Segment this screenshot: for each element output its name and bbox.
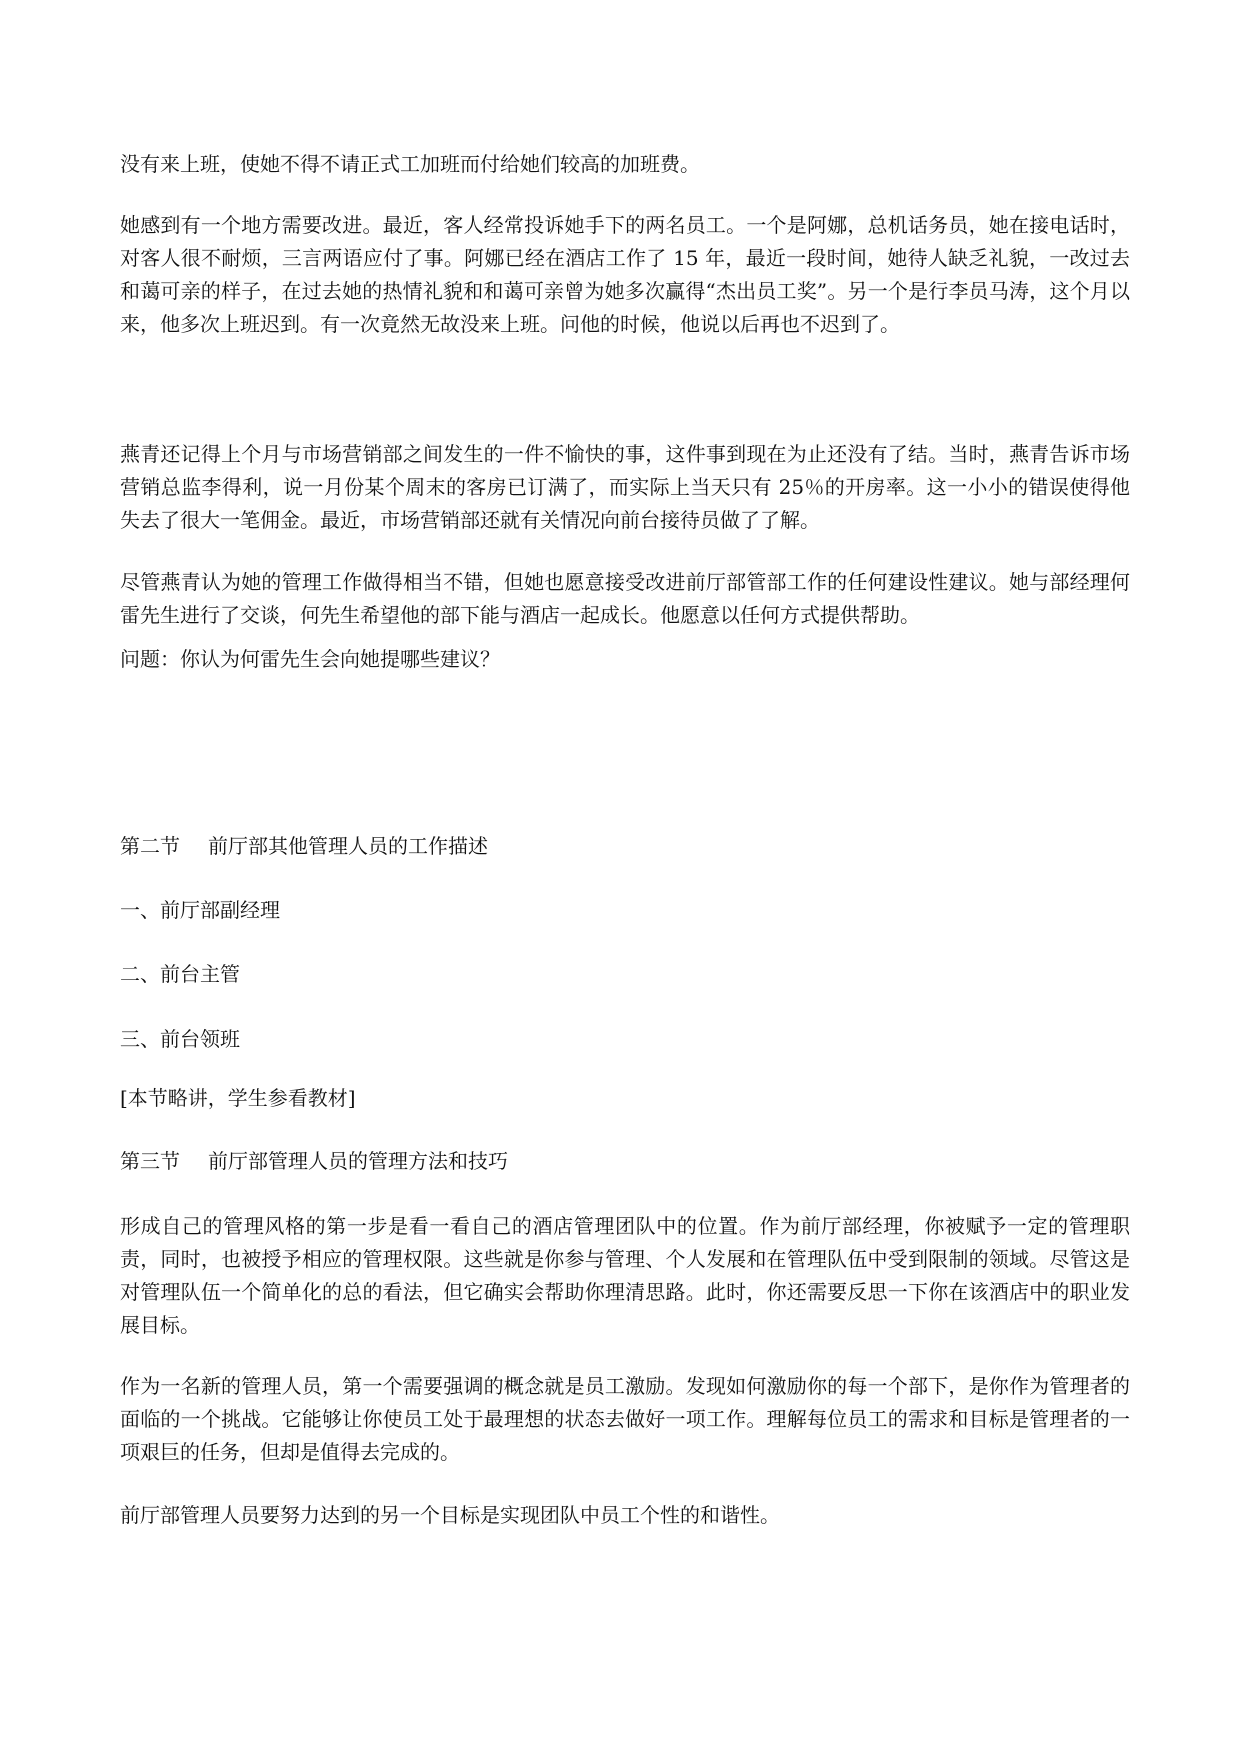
section-3-heading <box>120 1145 1130 1178</box>
section-2-title: 前厅部其他管理人员的工作描述 <box>208 834 488 858</box>
paragraph-marketing-incident: 燕青还记得上个月与市场营销部之间发生的一件不愉快的事，这件事到现在为止还没有了结。当时，燕青告诉市场营销总监李得利，说一月份某个周末的客房已订满了，而实际上当天只有 25％的开房率。这一小小的错误使得他失去了很大一笔佣金。最近，市场营销部还就有关情况向前台接待员做了了解。 <box>120 442 1130 532</box>
list-item-front-desk-foreman: 三、前台领班 <box>120 1027 240 1051</box>
paragraph-management-style: 形成自己的管理风格的第一步是看一看自己的酒店管理团队中的位置。作为前厅部经理，你被赋予一定的管理职责，同时，也被授予相应的管理权限。这些就是你参与管理、个人发展和在管理队伍中受到限制的领域。尽管这是对管理队伍一个简单化的总的看法，但它确实会帮助你理清思路。此时，你还需要反思一下你在该酒店中的职业发展目标。 <box>120 1214 1130 1337</box>
paragraph-intro: 没有来上班，使她不得不请正式工加班而付给她们较高的加班费。 <box>120 152 700 176</box>
paragraph-staff-motivation: 作为一名新的管理人员，第一个需要强调的概念就是员工激励。发现如何激励你的每一个部下，是你作为管理者的面临的一个挑战。它能够让你使员工处于最理想的状态去做好一项工作。理解每位员工的需求和目标是管理者的一项艰巨的任务，但却是值得去完成的。 <box>120 1374 1130 1464</box>
section-3-title: 前厅部管理人员的管理方法和技巧 <box>208 1149 508 1173</box>
question-text: 问题：你认为何雷先生会向她提哪些建议？ <box>120 647 500 671</box>
paragraph-staff-complaints: 她感到有一个地方需要改进。最近，客人经常投诉她手下的两名员工。一个是阿娜，总机话务员，她在接电话时，对客人很不耐烦，三言两语应付了事。阿娜已经在酒店工作了 15 年，最近一段时间，她待人缺乏礼貌，一改过去和蔼可亲的样子，在过去她的热情礼貌和和蔼可亲曾为她多次赢得“杰出员工奖”。另一个是行李员马涛，这个月以来，他多次上班迟到。有一次竟然无故没来上班。问他的时候，他说以后再也不迟到了。 <box>120 213 1130 336</box>
section-3-number: 第三节 <box>120 1149 180 1173</box>
section-2-number: 第二节 <box>120 834 180 858</box>
paragraph-manager-talk: 尽管燕青认为她的管理工作做得相当不错，但她也愿意接受改进前厅部管部工作的任何建设性建议。她与部经理何雷先生进行了交谈，何先生希望他的部下能与酒店一起成长。他愿意以任何方式提供帮助。 <box>120 570 1130 627</box>
list-item-front-desk-supervisor: 二、前台主管 <box>120 962 240 986</box>
section-note: [本节略讲，学生参看教材] <box>120 1086 356 1110</box>
list-item-assistant-manager: 一、前厅部副经理 <box>120 898 280 922</box>
section-2-heading <box>120 830 1130 863</box>
paragraph-team-harmony: 前厅部管理人员要努力达到的另一个目标是实现团队中员工个性的和谐性。 <box>120 1503 780 1527</box>
